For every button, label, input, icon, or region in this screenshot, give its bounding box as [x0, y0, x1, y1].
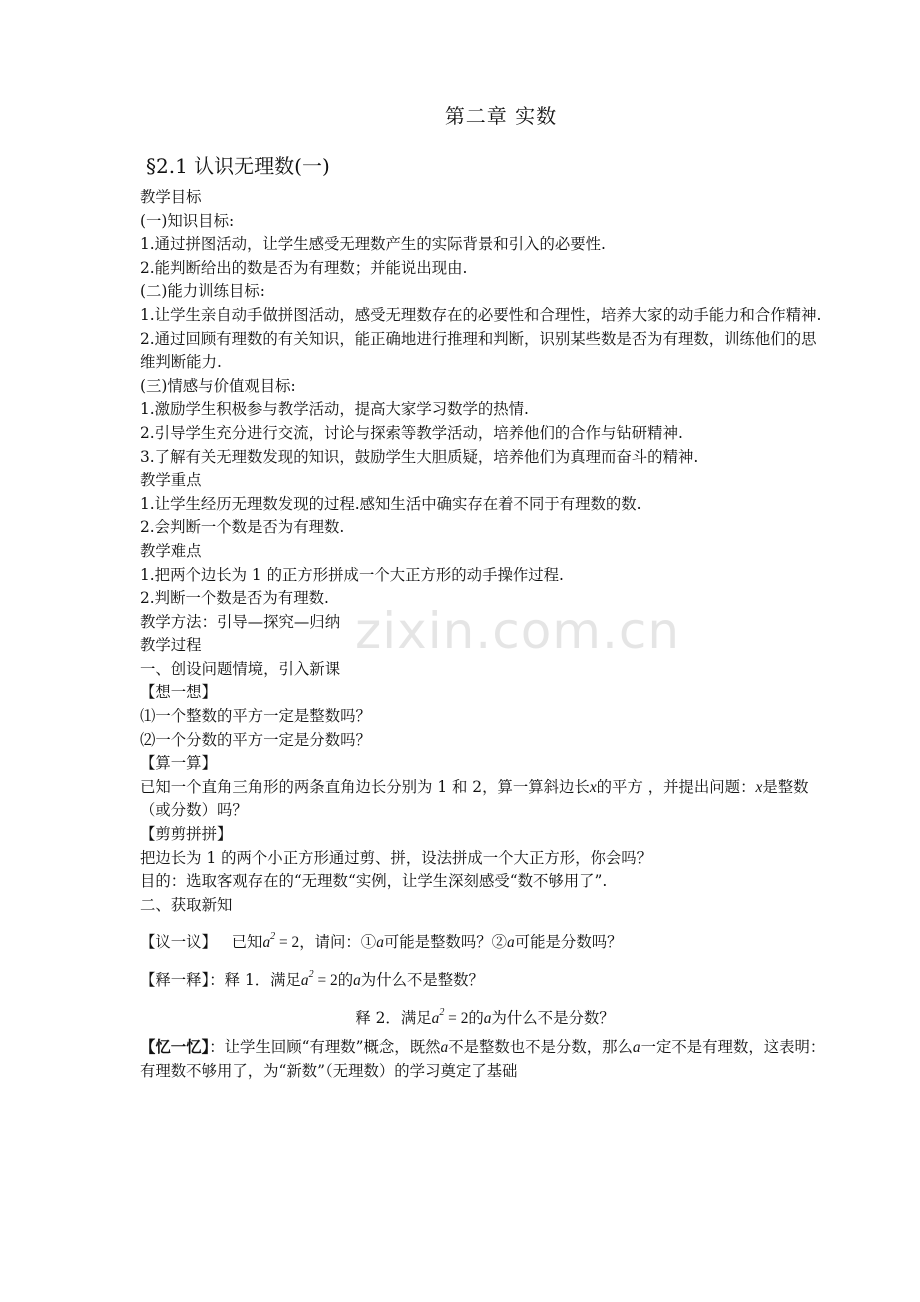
paragraph: 2.通过回顾有理数的有关知识，能正确地进行推理和判断，识别某些数是否为有理数，训练他们的思维判断能力. [140, 329, 817, 372]
heading-process: 教学过程 [140, 636, 202, 655]
math-var-a: a [353, 972, 361, 989]
paragraph: 2.判断一个数是否为有理数. [140, 589, 329, 608]
paragraph: 3.了解有关无理数发现的知识，鼓励学生大胆质疑，培养他们为真理而奋斗的精神. [140, 447, 699, 466]
math-equation: $a^2 = 2$ [300, 969, 338, 989]
subheading-knowledge: (一)知识目标: [140, 211, 235, 230]
heading-key-points: 教学重点 [140, 471, 202, 490]
activity-calculate: 【算一算】 [140, 754, 217, 773]
activity-explain: 【释一释】 [140, 971, 210, 989]
paragraph-discuss: 【议一议】 已知$a^2 = 2$，请问：①a可能是整数吗？②a可能是分数吗？ [140, 931, 623, 952]
paragraph: 1.让学生亲自动手做拼图活动，感受无理数存在的必要性和合理性，培养大家的动手能力和合作精神. [140, 305, 822, 324]
math-var-a: a [507, 934, 515, 952]
watermark: zixin.com.cn [355, 602, 681, 660]
section-title: §2.1 认识无理数(一) [146, 154, 330, 178]
paragraph: 目的：选取客观存在的“无理数“实例，让学生深刻感受“数不够用了”. [140, 872, 608, 891]
teaching-method: 教学方法：引导—探究—归纳 [140, 612, 341, 631]
math-var-a: a [632, 1039, 641, 1057]
paragraph: 1.激励学生积极参与教学活动，提高大家学习数学的热情. [140, 400, 529, 419]
activity-recall: 【忆一忆】 [140, 1038, 210, 1057]
heading-difficulties: 教学难点 [140, 541, 202, 560]
math-var-a: a [483, 1009, 492, 1027]
paragraph: 2.引导学生充分进行交流，讨论与探索等教学活动，培养他们的合作与钻研精神. [140, 423, 683, 442]
chapter-title: 第二章 实数 [444, 104, 558, 128]
paragraph: 1.把两个边长为 1 的正方形拼成一个大正方形的动手操作过程. [140, 565, 564, 584]
paragraph-recall: 【忆一忆】：让学生回顾“有理数”概念，既然a不是整数也不是分数，那么a一定不是有理数，这表明：有理数不够用了，为“新数”（无理数）的学习奠定了基础 [140, 1038, 826, 1080]
activity-cut-paste: 【剪剪拼拼】 [140, 825, 233, 844]
math-var-x: x [755, 778, 763, 796]
math-var-a: a [440, 1039, 449, 1057]
paragraph: 2.能判断给出的数是否为有理数；并能说出现由. [140, 258, 468, 277]
subheading-step-one: 一、创设问题情境，引入新课 [140, 659, 341, 678]
question: ⑴一个整数的平方一定是整数吗？ [140, 707, 371, 726]
paragraph: 2.会判断一个数是否为有理数. [140, 518, 345, 537]
paragraph-explain-1: 【释一释】：释 1．满足$a^2 = 2$的a为什么不是整数？ [140, 969, 484, 989]
paragraph-explain-2: 释 2．满足$a^2 = 2$的a为什么不是分数？ [355, 1006, 615, 1027]
heading-objectives: 教学目标 [140, 188, 202, 206]
subheading-step-two: 二、获取新知 [140, 895, 233, 914]
math-var-a: a [376, 934, 384, 952]
paragraph: 1.让学生经历无理数发现的过程.感知生活中确实存在着不同于有理数的数. [140, 494, 642, 513]
math-equation: $a^2 = 2$ [262, 931, 300, 952]
math-var-x: x [589, 778, 597, 796]
subheading-values: (三)情感与价值观目标: [140, 376, 296, 395]
math-equation: $a^2 = 2$ [431, 1006, 469, 1027]
activity-think: 【想一想】 [140, 683, 217, 702]
paragraph: 1.通过拼图活动，让学生感受无理数产生的实际背景和引入的必要性. [140, 235, 606, 254]
subheading-ability: (二)能力训练目标: [140, 282, 265, 301]
paragraph-calculate: 已知一个直角三角形的两条直角边长分别为 1 和 2，算一算斜边长x的平方 ，并提出问题：x是整数（或分数）吗？ [140, 777, 809, 820]
paragraph: 把边长为 1 的两个小正方形通过剪、拼，设法拼成一个大正方形，你会吗？ [140, 848, 653, 867]
activity-discuss: 【议一议】 [140, 933, 217, 952]
question: ⑵一个分数的平方一定是分数吗？ [140, 730, 371, 749]
